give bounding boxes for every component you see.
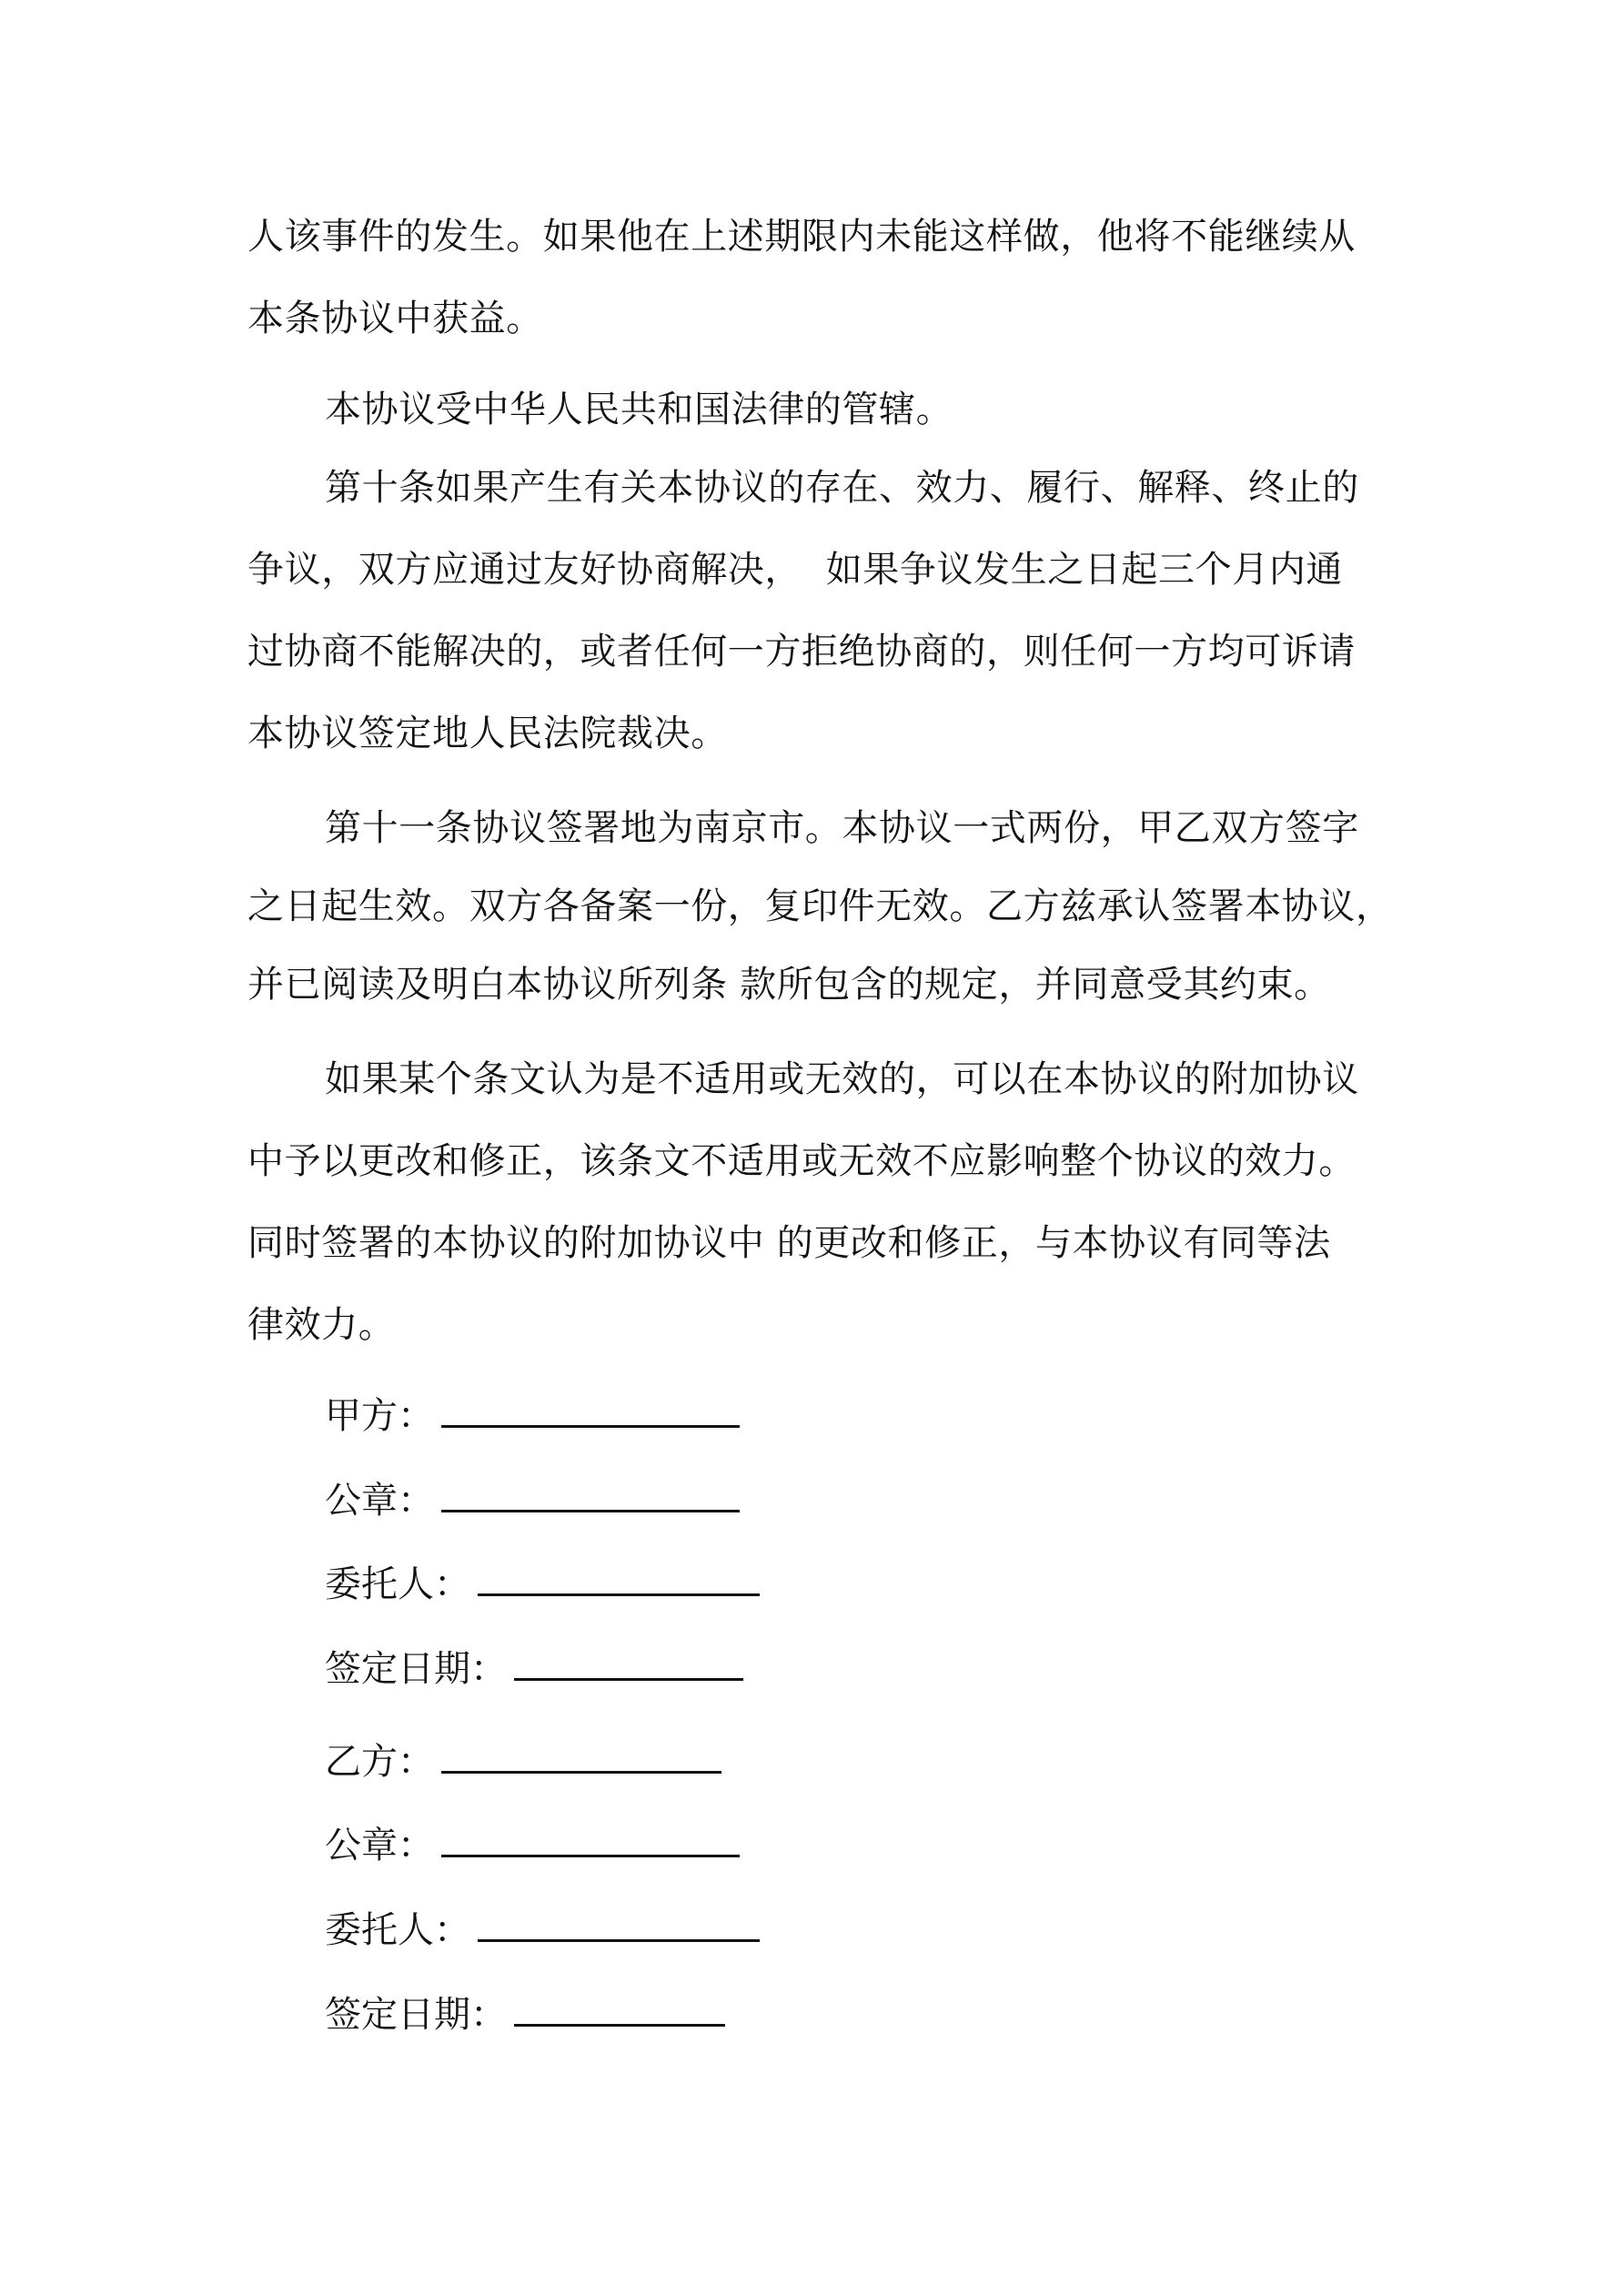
signature-party-b — [325, 1740, 721, 1784]
party-a-date-blank-line[interactable] — [514, 1647, 743, 1681]
article-11-line-3: 并已阅读及明白本协议所列条 款所包含的规定，并同意受其约束。 — [247, 964, 1331, 1006]
paragraph-5-line-2: 中予以更改和修正，该条文不适用或无效不应影响整个协议的效力。 — [247, 1140, 1356, 1182]
paragraph-1-line-1: 人该事件的发生。如果他在上述期限内未能这样做，他将不能继续从 — [247, 216, 1356, 258]
signature-party-b-agent — [325, 1908, 760, 1952]
signature-party-b-seal — [325, 1824, 740, 1867]
article-11-line-2: 之日起生效。双方各备案一份，复印件无效。乙方兹承认签署本协议， — [247, 885, 1393, 927]
paragraph-5-line-3: 同时签署的本协议的附加协议中 的更改和修正，与本协议有同等法 — [247, 1222, 1331, 1264]
article-10-line-4: 本协议签定地人民法院裁决。 — [247, 713, 728, 754]
signature-label: 签定日期： — [325, 1994, 507, 2036]
paragraph-5-line-4: 律效力。 — [247, 1304, 396, 1346]
party-a-seal-blank-line[interactable] — [441, 1479, 740, 1512]
article-11-line-1: 第十一条协议签署地为南京市。本协议一式两份，甲乙双方签字 — [325, 807, 1359, 849]
signature-label: 乙方： — [325, 1741, 434, 1783]
paragraph-1-line-2: 本条协议中获益。 — [247, 298, 543, 339]
party-b-agent-blank-line[interactable] — [478, 1908, 760, 1942]
article-10-line-2: 争议，双方应通过友好协商解决， 如果争议发生之日起三个月内通 — [247, 549, 1344, 591]
party-a-agent-blank-line[interactable] — [478, 1563, 760, 1596]
party-b-blank-line[interactable] — [441, 1740, 721, 1774]
article-10-line-1: 第十条如果产生有关本协议的存在、效力、履行、解释、终止的 — [325, 467, 1359, 509]
signature-party-b-date — [325, 1993, 725, 2037]
signature-party-a — [325, 1394, 740, 1438]
paragraph-2-line-1: 本协议受中华人民共和国法律的管辖。 — [325, 389, 953, 430]
signature-party-a-agent — [325, 1563, 760, 1606]
signature-party-a-date — [325, 1647, 743, 1691]
signature-label: 公章： — [325, 1480, 434, 1522]
signature-party-a-seal — [325, 1479, 740, 1522]
party-b-seal-blank-line[interactable] — [441, 1824, 740, 1857]
paragraph-5-line-1: 如果某个条文认为是不适用或无效的，可以在本协议的附加协议 — [325, 1058, 1359, 1100]
signature-label: 甲方： — [325, 1395, 434, 1437]
signature-label: 公章： — [325, 1825, 434, 1866]
party-b-date-blank-line[interactable] — [514, 1993, 725, 2027]
signature-label: 委托人： — [325, 1563, 470, 1605]
party-a-blank-line[interactable] — [441, 1394, 740, 1428]
signature-label: 签定日期： — [325, 1648, 507, 1690]
signature-label: 委托人： — [325, 1909, 470, 1951]
article-10-line-3: 过协商不能解决的，或者任何一方拒绝协商的，则任何一方均可诉请 — [247, 631, 1356, 673]
